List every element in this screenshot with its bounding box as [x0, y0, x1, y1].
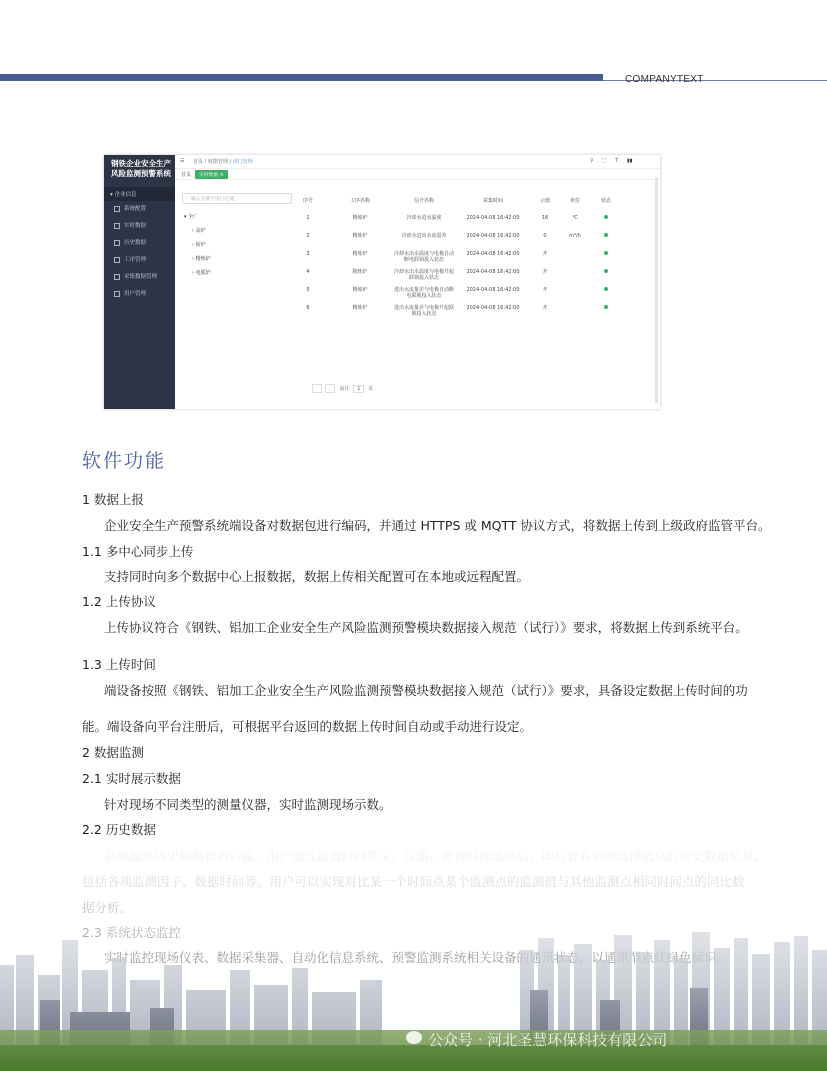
sidebar: [104, 155, 175, 409]
tree-node[interactable]: › 高炉: [192, 228, 206, 234]
table-cell: ℃: [572, 215, 578, 221]
pagination: [312, 384, 373, 393]
tree-node[interactable]: › 精炼炉: [192, 256, 211, 262]
sidebar-item-label: 用户管理: [124, 291, 147, 297]
menu-icon: [114, 257, 120, 263]
menu-icon: [114, 274, 120, 280]
sidebar-section-label: 企业信息: [114, 192, 137, 198]
table-cell: 4: [306, 269, 310, 275]
menu-toggle-icon[interactable]: ☰: [180, 158, 185, 164]
breadcrumb-separator: /: [229, 159, 232, 165]
tree-node-root[interactable]: ▾ 全厂: [184, 214, 199, 220]
prev-page-button[interactable]: [312, 384, 322, 393]
page-input[interactable]: 1: [353, 385, 364, 393]
column-header: 序号: [302, 198, 313, 204]
sidebar-item-config[interactable]: [104, 201, 175, 218]
menu-icon: [114, 240, 120, 246]
column-header: 示值: [539, 198, 550, 204]
status-online-icon: [604, 233, 608, 237]
heading-1: 1 数据上报: [82, 492, 144, 507]
column-header: 状态: [600, 198, 611, 204]
heading-1-3: 1.3 上传时间: [82, 657, 156, 672]
table-cell: 冷却水进出水流量差: [401, 233, 447, 239]
column-header: 信号名称: [413, 198, 434, 204]
status-online-icon: [604, 287, 608, 291]
breadcrumb-current: 部门管理: [232, 159, 253, 165]
status-online-icon: [604, 251, 608, 255]
table-cell: 精炼炉: [352, 269, 368, 275]
header-accent-bar: [0, 74, 603, 81]
tree-node[interactable]: › 电弧炉: [192, 270, 211, 276]
sidebar-item-label: 历史数据: [124, 240, 147, 246]
table-cell: m³/h: [569, 233, 581, 239]
column-header: 采集时间: [482, 198, 503, 204]
table-cell: 冷却水出水温度与电极升起联锁投入状态: [394, 269, 455, 281]
top-bar: [175, 155, 660, 169]
pager-goto-label: 前往: [339, 386, 350, 392]
table-cell: 精炼炉: [352, 251, 368, 257]
table-cell: 开: [542, 251, 548, 257]
tab-realtime[interactable]: 实时数据 ×: [195, 170, 228, 179]
menu-icon: [114, 291, 120, 297]
wechat-icon: [406, 1031, 422, 1044]
section-heading: 软件功能: [82, 450, 167, 472]
breadcrumb-home[interactable]: 首页: [193, 159, 204, 165]
table-cell: 1: [306, 215, 310, 221]
paragraph-1-2: 上传协议符合《钢铁、铝加工企业安全生产风险监测预警模块数据接入规范（试行）》要求，将数据上传到系统平台。: [104, 620, 748, 635]
sidebar-item-users[interactable]: [104, 286, 175, 303]
status-dot: [592, 251, 620, 257]
sidebar-item-process[interactable]: [104, 252, 175, 269]
sidebar-item-label: 实时数据: [124, 223, 147, 229]
tab-home[interactable]: 首页: [181, 172, 192, 178]
company-name: COMPANYTEXT: [625, 74, 704, 85]
tree-node-label: 高炉: [195, 228, 206, 234]
table-cell: 2024-04-08 16:42:00: [466, 287, 520, 293]
next-page-button[interactable]: [325, 384, 335, 393]
table-cell: 开: [542, 287, 548, 293]
status-dot: [592, 215, 620, 221]
fullscreen-icon[interactable]: ⛶: [602, 158, 606, 164]
paragraph-1-1: 支持同时向多个数据中心上报数据，数据上传相关配置可在本地或远程配置。: [104, 569, 530, 584]
status-dot: [592, 287, 620, 293]
paragraph-2-1: 针对现场不同类型的测量仪器，实时监测现场示数。: [104, 797, 392, 812]
table-cell: 精炼炉: [352, 233, 368, 239]
font-size-icon[interactable]: T: [615, 158, 619, 164]
sidebar-item-label: 系统配置: [124, 206, 147, 212]
table-cell: 精炼炉: [352, 215, 368, 221]
paragraph-1-3-line1: 端设备按照《钢铁、铝加工企业安全生产风险监测预警模块数据接入规范（试行）》要求，具备设定数据上传时间的功: [104, 683, 748, 698]
heading-2-2: 2.2 历史数据: [82, 822, 156, 837]
table-cell: 0: [543, 233, 547, 239]
tree-node-label: 全厂: [188, 214, 199, 220]
paragraph-1: 企业安全生产预警系统端设备对数据包进行编码，并通过 HTTPS 或 MQTT 协议方式，将数据上传到上级政府监管平台。: [104, 518, 771, 533]
heading-2: 2 数据监测: [82, 745, 144, 760]
tree-node[interactable]: › 转炉: [192, 242, 206, 248]
heading-1-2: 1.2 上传协议: [82, 594, 156, 609]
table-cell: 进出水流量差与电极自动断电联锁投入状态: [394, 287, 455, 299]
table-cell: 2024-04-08 16:42:00: [466, 233, 520, 239]
plant-tree: [184, 213, 211, 283]
heading-2-1: 2.1 实时展示数据: [82, 771, 181, 786]
table-cell: 16: [541, 215, 549, 221]
table-cell: 精炼炉: [352, 305, 368, 311]
table-cell: 进出水流量差与电极升起联锁投入状态: [394, 305, 455, 317]
status-online-icon: [604, 269, 608, 273]
watermark: 公众号 · 河北圣慧环保科技有限公司: [428, 1031, 668, 1049]
system-screenshot: [104, 155, 660, 409]
paragraph-1-3-line2: 能。端设备向平台注册后，可根据平台返回的数据上传时间自动或手动进行设定。: [82, 719, 533, 734]
table-cell: 冷却水出水温度与电极自动断电联锁投入状态: [394, 251, 455, 263]
breadcrumb-separator: /: [204, 159, 207, 165]
logo-line-2: 风险监测预警系统: [111, 169, 171, 178]
logo-line-1: 钢铁企业安全生产: [111, 159, 171, 168]
sidebar-item-label: 工序管理: [124, 257, 147, 263]
table-cell: 2024-04-08 16:42:00: [466, 215, 520, 221]
table-cell: 2024-04-08 16:42:00: [466, 269, 520, 275]
sidebar-section[interactable]: ▾ 企业信息: [104, 187, 175, 201]
breadcrumb-permissions[interactable]: 权限管理: [207, 159, 228, 165]
tree-node-label: 电弧炉: [195, 270, 211, 276]
menu-icon: [114, 206, 120, 212]
status-online-icon: [604, 215, 608, 219]
table-cell: 5: [306, 287, 310, 293]
table-cell: 开: [542, 269, 548, 275]
status-dot: [592, 305, 620, 311]
sidebar-item-realtime[interactable]: [104, 218, 175, 235]
table-cell: 精炼炉: [352, 287, 368, 293]
status-dot: [592, 233, 620, 239]
pager-suffix: 页: [367, 386, 373, 392]
scrollbar[interactable]: [655, 177, 658, 403]
search-icon[interactable]: ⚲: [590, 158, 594, 164]
menu-icon: [114, 223, 120, 229]
app-logo: [104, 155, 175, 179]
sidebar-item-label: 采集数据管理: [124, 274, 158, 280]
avatar[interactable]: ▮▮: [627, 158, 633, 164]
table-cell: 开: [542, 305, 548, 311]
table-cell: 2024-04-08 16:42:00: [466, 251, 520, 257]
sidebar-item-history[interactable]: [104, 235, 175, 252]
table-cell: 2: [306, 233, 310, 239]
table-cell: 6: [306, 305, 310, 311]
status-dot: [592, 269, 620, 275]
tags-view: [175, 169, 660, 180]
column-header: 工序名称: [349, 198, 370, 204]
table-cell: 冷却水进水温度: [406, 215, 442, 221]
table-cell: 3: [306, 251, 310, 257]
tree-filter-input[interactable]: 输入关键字进行过滤: [182, 193, 292, 204]
sidebar-item-collection[interactable]: [104, 269, 175, 286]
status-online-icon: [604, 305, 608, 309]
tree-node-label: 转炉: [195, 242, 206, 248]
breadcrumb: [193, 158, 253, 165]
column-header: 单位: [569, 198, 580, 204]
table-cell: 2024-04-08 16:42:00: [466, 305, 520, 311]
heading-1-1: 1.1 多中心同步上传: [82, 544, 194, 559]
tree-node-label: 精炼炉: [195, 256, 211, 262]
